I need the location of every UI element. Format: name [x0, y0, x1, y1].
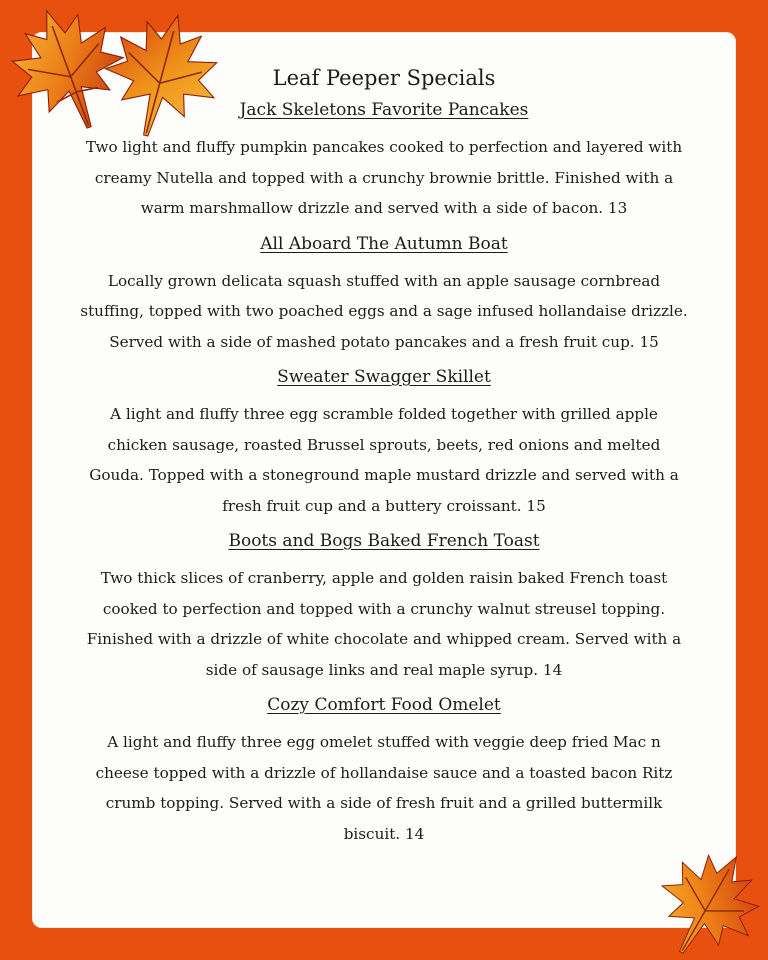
menu-item-name: All Aboard The Autumn Boat: [260, 233, 508, 254]
menu-item-name: Cozy Comfort Food Omelet: [267, 695, 501, 715]
menu-item-description: Two thick slices of cranberry, apple and golden raisin baked French toast cooked to perfection and topped with a crunchy walnut streusel topping. Finished with a drizzle of white chocolate and whipped cream. Served with a side of sausage links and real maple syrup. 14: [86, 569, 682, 679]
menu-item-description: Locally grown delicata squash stuffed with an apple sausage cornbread stuffing, topped with two poached eggs and a sage infused hollandaise drizzle. Served with a side of mashed potato pancakes and a fresh fruit cup. 15: [80, 271, 688, 351]
menu-item-name: Sweater Swagger Skillet: [277, 367, 491, 387]
menu-content: [32, 60, 736, 859]
maple-leaf-icon: [652, 845, 768, 960]
menu-item-name: Boots and Bogs Baked French Toast: [228, 531, 540, 551]
menu-item-description: A light and fluffy three egg omelet stuffed with veggie deep fried Mac n cheese topped with a drizzle of hollandaise sauce and a toasted bacon Ritz crumb topping. Served with a side of fresh fruit and a grilled buttermilk biscuit. 14: [95, 733, 673, 843]
menu-item-name: Jack Skeletons Favorite Pancakes: [239, 100, 529, 120]
menu-item-description: A light and fluffy three egg scramble folded together with grilled apple chicken sausage, roasted Brussel sprouts, beets, red onions and melted Gouda. Topped with a stoneground maple mustard drizzle and served with a fresh fruit cup and a buttery croissant. 15: [89, 405, 679, 515]
menu-title: Leaf Peeper Specials: [272, 66, 496, 90]
menu-item-description: Two light and fluffy pumpkin pancakes cooked to perfection and layered with creamy Nutella and topped with a crunchy brownie brittle. Finished with a warm marshmallow drizzle and served with a side of bacon. 13: [85, 138, 683, 217]
